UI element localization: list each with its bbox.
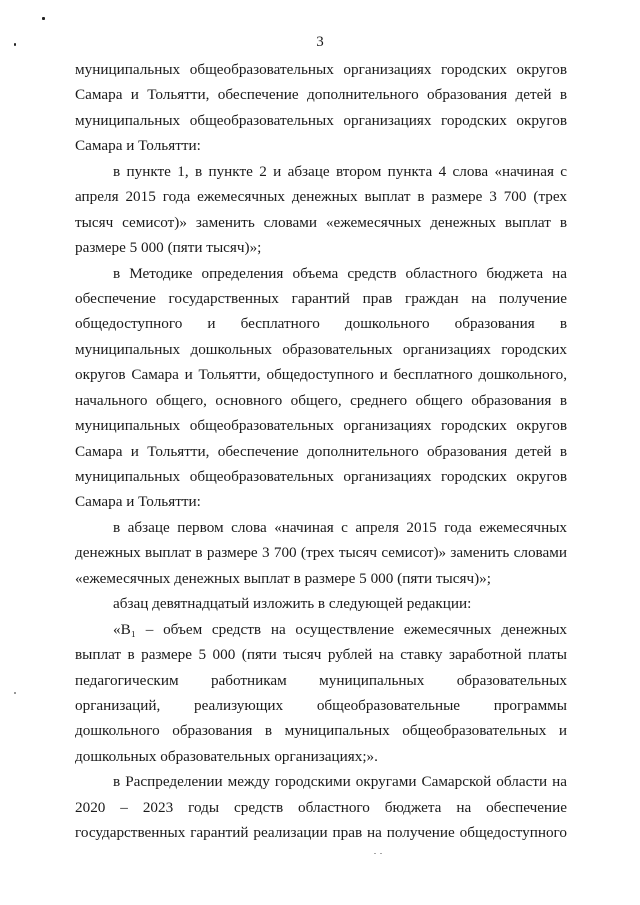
text-line: муниципальных общеобразовательных организациях городских округов — [75, 417, 567, 435]
text-line: Самара и Тольятти, обеспечение дополнительного образования детей в — [75, 86, 567, 104]
text-line: общедоступного и бесплатного дошкольного образования в — [75, 315, 567, 333]
scan-speck — [14, 692, 16, 694]
text-line: Самара и Тольятти: — [75, 137, 201, 155]
text-line: апреля 2015 года ежемесячных денежных выплат в размере 3 700 (трех — [75, 188, 567, 206]
text-line: дошкольных образовательных организациях;». — [75, 747, 378, 765]
text-line: организаций, реализующих общеобразовательные программы — [75, 696, 567, 714]
text-line: «ежемесячных денежных выплат в размере 5 000 (пяти тысяч)»; — [75, 569, 491, 587]
text-line: «B₁ – объем средств на осуществление ежемесячных денежных — [113, 620, 567, 638]
text-line: муниципальных общеобразовательных организациях городских округов — [75, 111, 567, 129]
text-line: тысяч семисот)» заменить словами «ежемесячных денежных выплат в — [75, 213, 567, 231]
text-line: в пункте 1, в пункте 2 и абзаце втором пункта 4 слова «начиная с — [113, 162, 567, 180]
text-line: государственных гарантий реализации прав на получение общедоступного — [75, 824, 567, 842]
text-line: в Распределении между городскими округами Самарской области на — [113, 773, 567, 791]
document-body — [75, 57, 567, 846]
scan-speck — [380, 853, 382, 854]
text-line: муниципальных общеобразовательных организациях городских округов — [75, 468, 567, 485]
text-line: обеспечение государственных гарантий прав граждан на получение — [75, 289, 567, 307]
text-line: в Методике определения объема средств областного бюджета на — [113, 264, 567, 282]
text-line: выплат в размере 5 000 (пяти тысяч рублей на ставку заработной платы — [75, 646, 567, 664]
text-line: 2020 – 2023 годы средств областного бюджета на обеспечение — [75, 798, 567, 816]
text-line: начального общего, основного общего, среднего общего образования в — [75, 391, 567, 409]
page-number: 3 — [316, 34, 324, 50]
text-line: абзац девятнадцатый изложить в следующей редакции: — [113, 595, 472, 613]
text-line: в абзаце первом слова «начиная с апреля 2015 года ежемесячных — [113, 518, 567, 536]
text-line: размере 5 000 (пяти тысяч)»; — [75, 239, 262, 257]
text-line: муниципальных общеобразовательных организациях городских округов — [75, 61, 567, 78]
scan-speck — [42, 17, 45, 20]
text-line: Самара и Тольятти, обеспечение дополнительного образования детей в — [75, 442, 567, 460]
text-line: денежных выплат в размере 3 700 (трех тысяч семисот)» заменить словами — [75, 544, 567, 562]
scan-speck — [374, 853, 376, 854]
text-line: Самара и Тольятти: — [75, 493, 201, 511]
text-line: дошкольного образования в муниципальных общеобразовательных и — [75, 722, 567, 740]
text-line: педагогическим работникам муниципальных образовательных — [75, 671, 567, 689]
text-line: муниципальных дошкольных образовательных организациях городских — [75, 340, 567, 358]
text-line: округов Самара и Тольятти, общедоступного и бесплатного дошкольного, — [75, 366, 567, 384]
